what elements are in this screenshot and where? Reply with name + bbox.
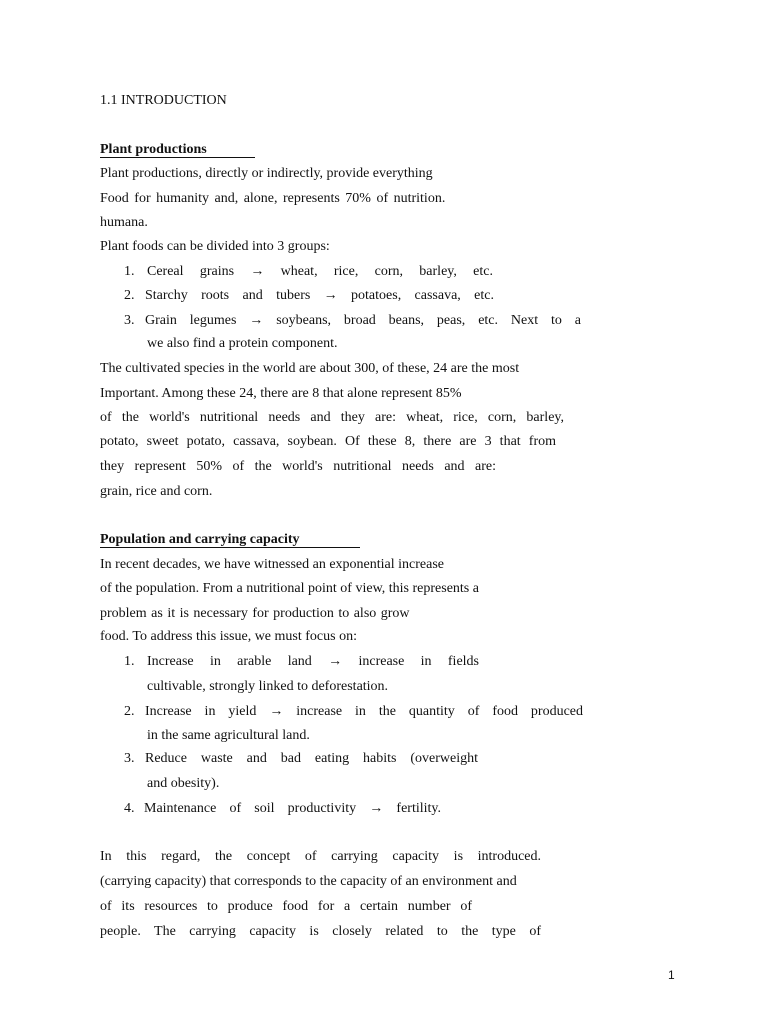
focus-item-continuation: in the same agricultural land. — [147, 728, 310, 743]
focus-number: 3. — [124, 751, 135, 766]
population-line: problem as it is necessary for production to also grow — [100, 606, 410, 621]
population-heading: Population and carrying capacity — [100, 532, 300, 547]
focus-item: Increase in yield → increase in the quantity of food produced — [145, 704, 583, 719]
plant-paragraph-line: Important. Among these 24, there are 8 that alone represent 85% — [100, 386, 462, 401]
group-number: 1. — [124, 264, 135, 279]
population-line: food. To address this issue, we must focus on: — [100, 629, 357, 644]
group-item: Grain legumes → soybeans, broad beans, peas, etc. Next to a — [145, 313, 581, 328]
focus-number: 4. — [124, 801, 135, 816]
focus-item: Increase in arable land → increase in fields — [147, 654, 479, 669]
population-line: In recent decades, we have witnessed an exponential increase — [100, 557, 445, 572]
plant-paragraph-line: potato, sweet potato, cassava, soybean. Of these 8, there are 3 that from — [100, 434, 556, 449]
plant-line: Plant foods can be divided into 3 groups: — [100, 239, 330, 254]
population-line: of the population. From a nutritional point of view, this represents a — [100, 581, 479, 596]
focus-item-continuation: and obesity). — [147, 776, 220, 791]
focus-item: Reduce waste and bad eating habits (overweight — [145, 751, 478, 766]
plant-heading-underline — [100, 157, 255, 158]
carrying-capacity-line: of its resources to produce food for a certain number of — [100, 899, 472, 914]
plant-line: humana. — [100, 215, 148, 230]
group-item-continuation: we also find a protein component. — [147, 336, 338, 351]
focus-item-continuation: cultivable, strongly linked to deforestation. — [147, 679, 389, 694]
plant-paragraph-line: of the world's nutritional needs and they are: wheat, rice, corn, barley, — [100, 410, 564, 425]
carrying-capacity-line: (carrying capacity) that corresponds to the capacity of an environment and — [100, 874, 517, 889]
carrying-capacity-line: In this regard, the concept of carrying capacity is introduced. — [100, 849, 541, 864]
focus-number: 2. — [124, 704, 135, 719]
plant-line: Food for humanity and, alone, represents 70% of nutrition. — [100, 191, 446, 206]
plant-heading: Plant productions — [100, 142, 207, 157]
population-heading-underline — [100, 547, 360, 548]
plant-line: Plant productions, directly or indirectly, provide everything — [100, 166, 433, 181]
page-number: 1 — [668, 968, 675, 982]
plant-paragraph-line: The cultivated species in the world are about 300, of these, 24 are the most — [100, 361, 520, 376]
group-item: Starchy roots and tubers → potatoes, cassava, etc. — [145, 288, 494, 303]
group-number: 3. — [124, 313, 135, 328]
section-title: 1.1 INTRODUCTION — [100, 93, 227, 108]
carrying-capacity-line: people. The carrying capacity is closely related to the type of — [100, 924, 541, 939]
plant-paragraph-line: they represent 50% of the world's nutritional needs and are: — [100, 459, 496, 474]
plant-paragraph-line: grain, rice and corn. — [100, 484, 213, 499]
group-number: 2. — [124, 288, 135, 303]
focus-item: Maintenance of soil productivity → fertility. — [144, 801, 441, 816]
group-item: Cereal grains → wheat, rice, corn, barley, etc. — [147, 264, 493, 279]
focus-number: 1. — [124, 654, 135, 669]
